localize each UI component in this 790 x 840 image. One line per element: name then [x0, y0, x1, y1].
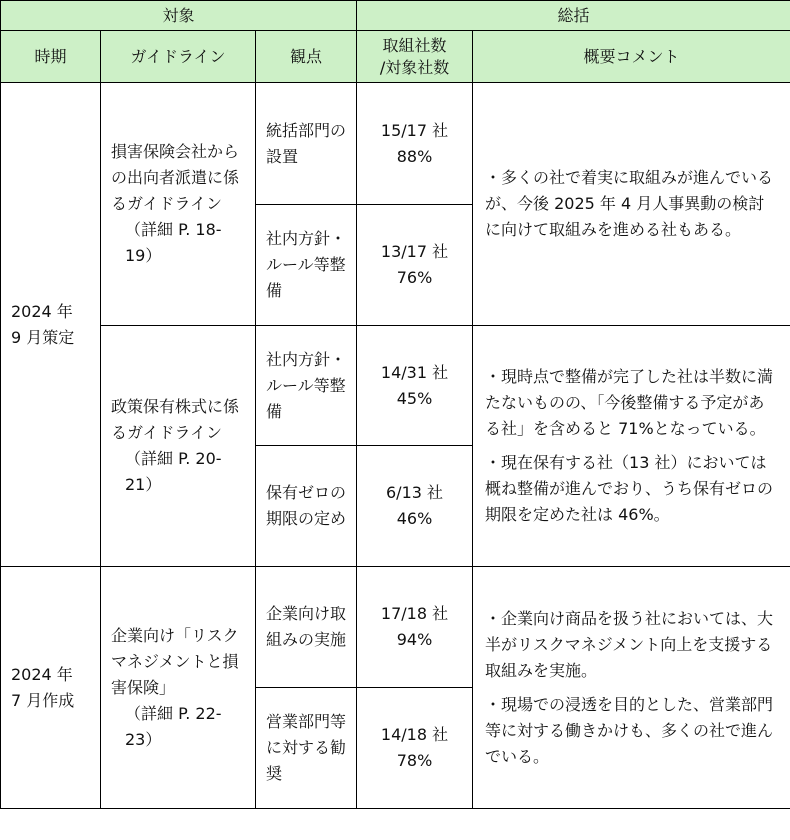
count-value: 15/17 社	[380, 120, 449, 140]
guideline-cell	[101, 83, 256, 326]
count-cell	[357, 688, 473, 809]
comment-cell	[473, 326, 790, 567]
viewpoint-cell: 保有ゼロの期限の定め	[256, 446, 357, 567]
viewpoint-cell: 社内方針・ルール等整備	[256, 205, 357, 326]
viewpoint-cell: 企業向け取組みの実施	[256, 567, 357, 688]
header-guideline: ガイドライン	[101, 31, 256, 83]
viewpoint-cell: 統括部門の設置	[256, 83, 357, 205]
period-cell	[1, 83, 101, 567]
table-row	[1, 567, 790, 688]
count-percent: 76%	[396, 268, 433, 287]
count-value: 13/17 社	[380, 242, 449, 261]
comment-text: ・現時点で整備が完了した社は半数に満たないものの、「今後整備する予定がある社」を含めると 71%となっている。	[485, 367, 774, 438]
header-target: 対象	[1, 1, 357, 31]
guideline-name: 損害保険会社からの出向者派遣に係るガイドライン	[111, 142, 240, 213]
header-viewpoint: 観点	[256, 31, 357, 83]
count-cell	[357, 205, 473, 326]
comment-text: ・現在保有する社（13 社）においては概ね整備が進んでおり、うち保有ゼロの期限を定めた社は 46%。	[485, 453, 774, 524]
period-year: 2024 年	[11, 664, 73, 684]
guideline-name: 企業向け「リスクマネジメントと損害保険」	[111, 625, 239, 697]
viewpoint-cell: 営業部門等に対する勧奨	[256, 688, 357, 809]
guideline-ref: （詳細 P. 22-23）	[125, 703, 222, 749]
period-cell	[1, 567, 101, 809]
comment-cell	[473, 567, 790, 809]
comment-cell	[473, 83, 790, 326]
count-value: 6/13 社	[386, 483, 444, 502]
guideline-ref: （詳細 P. 18-19）	[125, 220, 222, 265]
count-cell	[357, 326, 473, 446]
comment-text: ・企業向け商品を扱う社においては、大半がリスクマネジメント向上を支援する取組みを実施。	[485, 608, 774, 680]
header-count-line2: /対象社数	[379, 57, 450, 77]
guideline-name: 政策保有株式に係るガイドライン	[111, 397, 240, 442]
count-percent: 46%	[396, 509, 433, 528]
period-label: 9 月策定	[11, 327, 75, 347]
header-count-line1: 取組社数	[382, 35, 447, 55]
header-summary: 総括	[357, 1, 790, 31]
guideline-cell	[101, 326, 256, 567]
count-percent: 88%	[396, 146, 433, 166]
count-value: 14/18 社	[380, 725, 449, 744]
comment-text: ・多くの社で着実に取組みが進んでいるが、今後 2025 年 4 月人事異動の検討に向けて取組みを進める社もある。	[485, 168, 774, 239]
header-period: 時期	[1, 31, 101, 83]
count-percent: 45%	[396, 388, 433, 408]
guideline-cell	[101, 567, 256, 809]
comment-text: ・現場での浸透を目的とした、営業部門等に対する働きかけも、多くの社で進んでいる。	[485, 694, 774, 766]
count-cell	[357, 567, 473, 688]
count-cell	[357, 446, 473, 567]
header-count	[357, 31, 473, 83]
count-percent: 94%	[396, 630, 433, 649]
guideline-ref: （詳細 P. 20-21）	[125, 449, 222, 494]
period-label: 7 月作成	[11, 690, 75, 710]
viewpoint-cell: 社内方針・ルール等整備	[256, 326, 357, 446]
table-row	[1, 83, 790, 205]
count-value: 14/31 社	[380, 362, 449, 382]
table-row	[1, 326, 790, 446]
count-cell	[357, 83, 473, 205]
count-value: 17/18 社	[380, 604, 449, 623]
count-percent: 78%	[396, 751, 433, 770]
period-year: 2024 年	[11, 301, 73, 321]
header-comment: 概要コメント	[473, 31, 790, 83]
